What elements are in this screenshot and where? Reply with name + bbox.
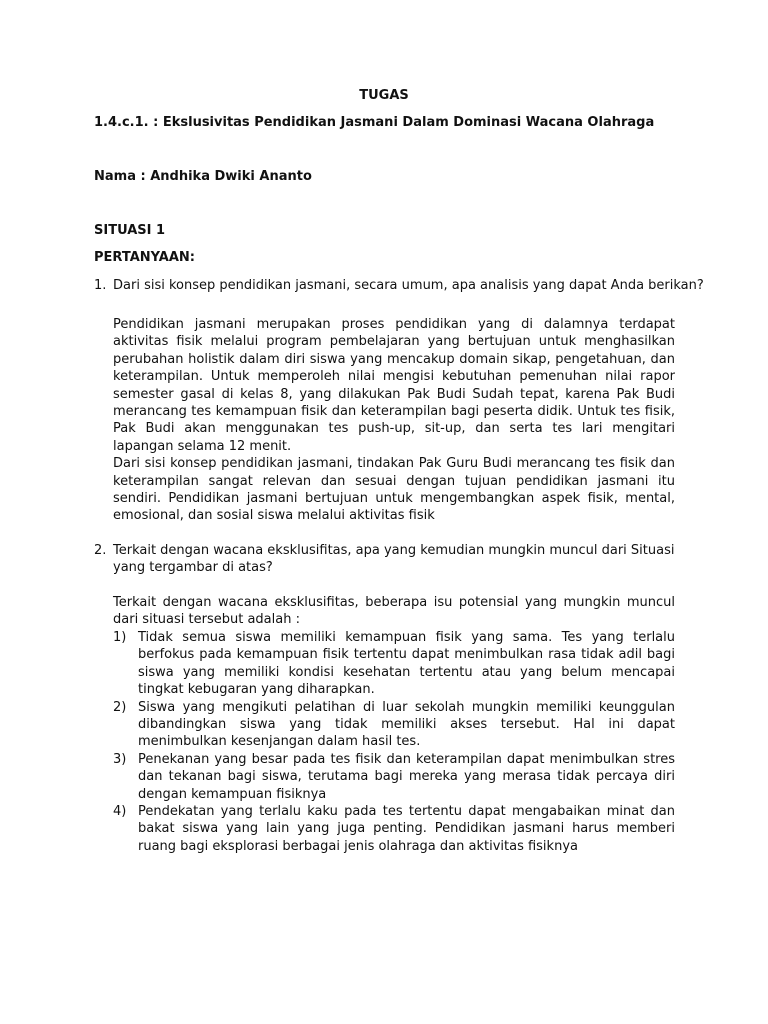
list-item [113,629,675,699]
list-item-text: Siswa yang mengikuti pelatihan di luar sekolah mungkin memiliki keunggulan dibandingkan siswa yang tidak memiliki akses tersebut. Hal ini dapat menimbulkan kesenjangan dalam hasil tes. [138,699,675,750]
list-item-number: 4) [113,804,127,820]
list-item-number: 1) [113,630,127,645]
list-item-text: Pendekatan yang terlalu kaku pada tes tertentu dapat mengabaikan minat dan bakat siswa yang lain yang juga penting. Pendidikan jasmani harus memberi ruang bagi eksplorasi berbagai jenis olahraga dan aktivitas fisiknya [138,804,675,854]
list-item-text: Penekanan yang besar pada tes fisik dan keterampilan dapat menimbulkan stres dan tekanan bagi siswa, terutama bagi mereka yang merasa tidak percaya diri dengan kemampuan fisiknya [138,751,675,802]
list-item-number: 2) [113,699,127,715]
document-title: TUGAS [359,88,409,103]
answer-2-points [113,629,675,855]
list-item-number: 3) [113,751,127,767]
answer-1 [113,316,675,525]
list-item [113,751,675,803]
question-1-number: 1. [94,278,107,293]
assignment-subtitle: 1.4.c.1. : Ekslusivitas Pendidikan Jasmani Dalam Dominasi Wacana Olahraga [94,115,655,130]
questions-heading: PERTANYAAN: [94,250,196,265]
answer-2-intro: Terkait dengan wacana eksklusifitas, beberapa isu potensial yang mungkin muncul dari situasi tersebut adalah : [113,595,675,628]
question-1-text: Dari sisi konsep pendidikan jasmani, secara umum, apa analisis yang dapat Anda berikan? [113,278,704,293]
answer-1-paragraph-1: Pendidikan jasmani merupakan proses pendidikan yang di dalamnya terdapat aktivitas fisik melalui program pembelajaran yang bertujuan untuk menghasilkan perubahan holistik dalam diri siswa yang mencakup domain sikap, pengetahuan, dan keterampilan. Untuk memperoleh nilai mengisi kebutuhan pemenuhan nilai rapor semester gasal di kelas 8, yang dilakukan Pak Budi Sudah tepat, karena Pak Budi merancang tes kemampuan fisik dan keterampilan bagi peserta didik. Untuk tes fisik, Pak Budi akan menggunakan tes push-up, sit-up, dan serta tes lari mengitari lapangan selama 12 menit. [113,317,675,454]
question-2-number: 2. [94,543,107,558]
question-2-text: Terkait dengan wacana eksklusifitas, apa yang kemudian mungkin muncul dari Situasi yang tergambar di atas? [113,543,675,576]
situation-heading: SITUASI 1 [94,223,166,238]
list-item [113,803,675,855]
list-item [113,699,675,751]
list-item-text: Tidak semua siswa memiliki kemampuan fisik yang sama. Tes yang terlalu berfokus pada kemampuan fisik tertentu dapat menimbulkan rasa tidak adil bagi siswa yang memiliki kondisi kesehatan tertentu atau yang belum mencapai tingkat kebugaran yang diharapkan. [138,630,675,698]
answer-1-paragraph-2: Dari sisi konsep pendidikan jasmani, tindakan Pak Guru Budi merancang tes fisik dan keterampilan sangat relevan dan sesuai dengan tujuan pendidikan jasmani itu sendiri. Pendidikan jasmani bertujuan untuk mengembangkan aspek fisik, mental, emosional, dan sosial siswa melalui aktivitas fisik [113,456,675,524]
student-name: Nama : Andhika Dwiki Ananto [94,169,312,184]
